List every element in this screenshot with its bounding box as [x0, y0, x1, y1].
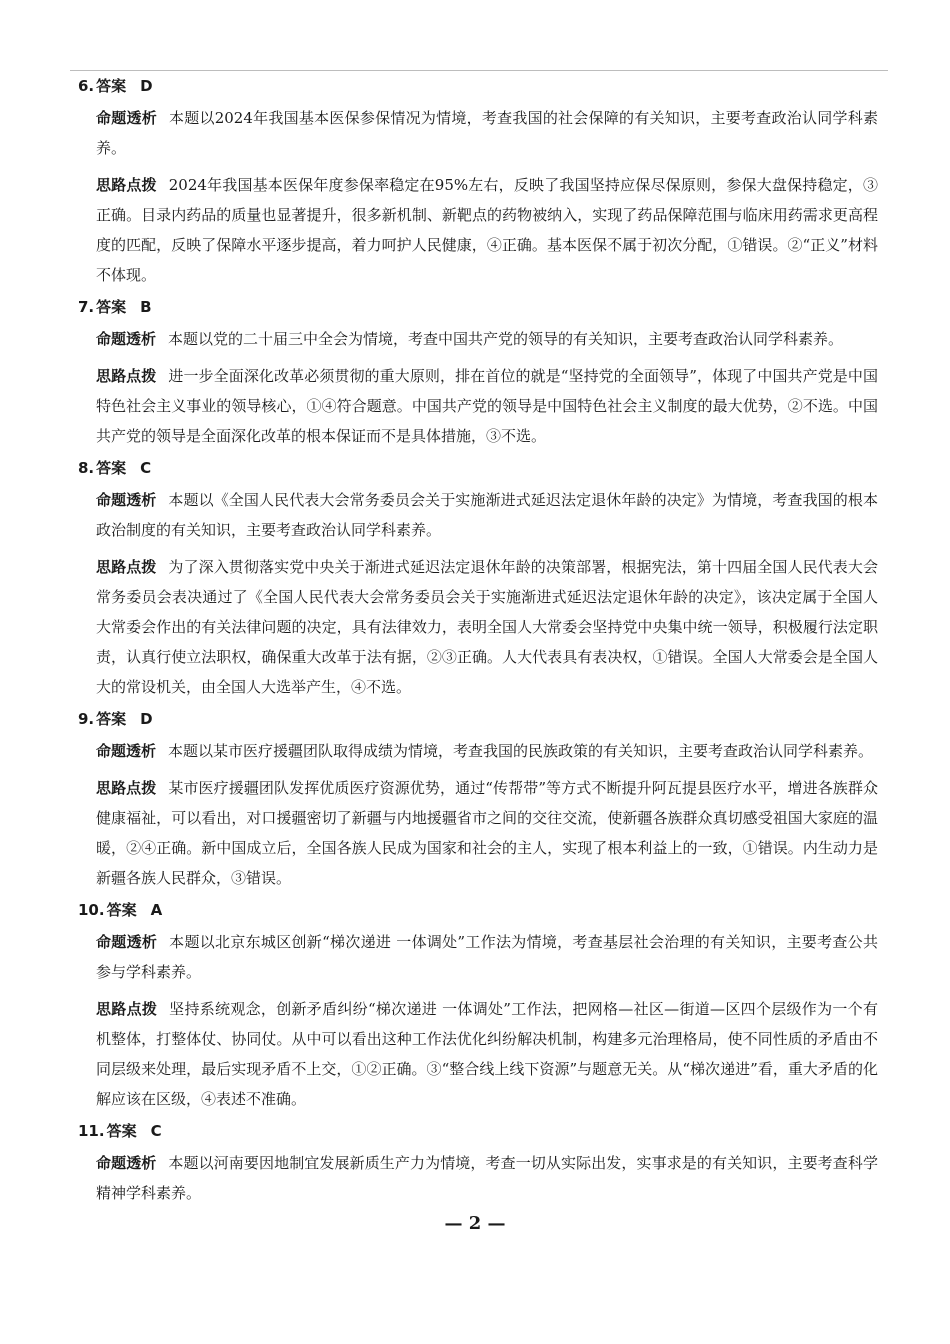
analysis-label: 命题透析: [96, 330, 157, 348]
analysis-text: 本题以党的二十届三中全会为情境，考查中国共产党的领导的有关知识，主要考查政治认同学科素养。: [168, 330, 844, 348]
analysis-paragraph: [96, 485, 878, 545]
question-number: 8.: [78, 459, 95, 477]
analysis-label: 命题透析: [96, 1154, 157, 1172]
page-number: — 2 —: [444, 1213, 506, 1234]
analysis-text: 本题以河南要因地制宜发展新质生产力为情境，考查一切从实际出发，实事求是的有关知识，主要考查科学精神学科素养。: [96, 1154, 878, 1202]
question-9: [78, 709, 878, 893]
analysis-label: 命题透析: [96, 491, 157, 509]
hint-text: 坚持系统观念，创新矛盾纠纷“梯次递进 一体调处”工作法，把网格—社区—街道—区四个层级作为一个有机整体，打整体仗、协同仗。从中可以看出这种工作法优化纠纷解决机制，构建多元治理格局，使不同性质的矛盾由不同层级来处理，最后实现矛盾不上交，①②正确。③“整合线上线下资源”与题意无关。从“梯次递进”看，重大矛盾的化解应该在区级，④表述不准确。: [96, 1000, 878, 1108]
answer-letter: C: [150, 1122, 162, 1140]
analysis-label: 命题透析: [96, 109, 157, 127]
answer-letter: D: [140, 710, 153, 728]
hint-label: 思路点拨: [96, 176, 157, 194]
hint-label: 思路点拨: [96, 1000, 158, 1018]
hint-text: 2024年我国基本医保年度参保率稳定在95%左右，反映了我国坚持应保尽保原则，参保大盘保持稳定，③正确。目录内药品的质量也显著提升，很多新机制、新靶点的药物被纳入，实现了药品保障范围与临床用药需求更高程度的匹配，反映了保障水平逐步提高，着力呵护人民健康，④正确。基本医保不属于初次分配，①错误。②“正义”材料不体现。: [96, 176, 878, 284]
analysis-text: 本题以《全国人民代表大会常务委员会关于实施渐进式延迟法定退休年龄的决定》为情境，考查我国的根本政治制度的有关知识，主要考查政治认同学科素养。: [96, 491, 878, 539]
answer-line: [78, 709, 878, 729]
question-number: 9.: [78, 710, 95, 728]
hint-paragraph: [96, 170, 878, 290]
hint-label: 思路点拨: [96, 558, 157, 576]
hint-label: 思路点拨: [96, 779, 157, 797]
answer-label: 答案: [106, 1122, 137, 1140]
answer-letter: D: [140, 77, 153, 95]
question-7: [78, 297, 878, 451]
analysis-paragraph: [96, 927, 878, 987]
answer-letter: A: [150, 901, 163, 919]
question-10: [78, 900, 878, 1114]
analysis-paragraph: [96, 103, 878, 163]
hint-paragraph: [96, 994, 878, 1114]
answer-label: 答案: [96, 459, 127, 477]
hint-paragraph: [96, 552, 878, 702]
question-number: 6.: [78, 77, 95, 95]
answer-letter: B: [140, 298, 152, 316]
analysis-text: 本题以2024年我国基本医保参保情况为情境，考查我国的社会保障的有关知识，主要考查政治认同学科素养。: [96, 109, 878, 157]
answer-label: 答案: [96, 77, 127, 95]
hint-paragraph: [96, 361, 878, 451]
answer-label: 答案: [106, 901, 137, 919]
question-number: 7.: [78, 298, 95, 316]
answer-line: [78, 900, 878, 920]
answer-key-content: [78, 76, 878, 1215]
analysis-label: 命题透析: [96, 933, 158, 951]
question-8: [78, 458, 878, 702]
answer-label: 答案: [96, 710, 127, 728]
hint-text: 为了深入贯彻落实党中央关于渐进式延迟法定退休年龄的决策部署，根据宪法，第十四届全国人民代表大会常务委员会表决通过了《全国人民代表大会常务委员会关于实施渐进式延迟法定退休年龄的决定》，该决定属于全国人大常委会作出的有关法律问题的决定，具有法律效力，表明全国人大常委会坚持党中央集中统一领导，积极履行法定职责，认真行使立法职权，确保重大改革于法有据，②③正确。人大代表具有表决权，①错误。全国人大常委会是全国人大的常设机关，由全国人大选举产生，④不选。: [96, 558, 878, 696]
question-number: 10.: [78, 901, 105, 919]
analysis-text: 本题以北京东城区创新“梯次递进 一体调处”工作法为情境，考查基层社会治理的有关知识，主要考查公共参与学科素养。: [96, 933, 878, 981]
analysis-paragraph: [96, 1148, 878, 1208]
hint-text: 进一步全面深化改革必须贯彻的重大原则，排在首位的就是“坚持党的全面领导”，体现了中国共产党是中国特色社会主义事业的领导核心，①④符合题意。中国共产党的领导是中国特色社会主义制度的最大优势，②不选。中国共产党的领导是全面深化改革的根本保证而不是具体措施，③不选。: [96, 367, 878, 445]
answer-line: [78, 76, 878, 96]
answer-line: [78, 458, 878, 478]
hint-text: 某市医疗援疆团队发挥优质医疗资源优势，通过“传帮带”等方式不断提升阿瓦提县医疗水平，增进各族群众健康福祉，可以看出，对口援疆密切了新疆与内地援疆省市之间的交往交流，使新疆各族群众真切感受祖国大家庭的温暖，②④正确。新中国成立后，全国各族人民成为国家和社会的主人，实现了根本利益上的一致，①错误。内生动力是新疆各族人民群众，③错误。: [96, 779, 878, 887]
top-rule: [70, 70, 888, 71]
question-6: [78, 76, 878, 290]
question-number: 11.: [78, 1122, 105, 1140]
answer-line: [78, 297, 878, 317]
analysis-text: 本题以某市医疗援疆团队取得成绩为情境，考查我国的民族政策的有关知识，主要考查政治认同学科素养。: [168, 742, 874, 760]
answer-letter: C: [140, 459, 152, 477]
question-11: [78, 1121, 878, 1208]
hint-paragraph: [96, 773, 878, 893]
analysis-paragraph: [96, 324, 878, 354]
analysis-label: 命题透析: [96, 742, 157, 760]
answer-label: 答案: [96, 298, 127, 316]
hint-label: 思路点拨: [96, 367, 157, 385]
analysis-paragraph: [96, 736, 878, 766]
answer-line: [78, 1121, 878, 1141]
